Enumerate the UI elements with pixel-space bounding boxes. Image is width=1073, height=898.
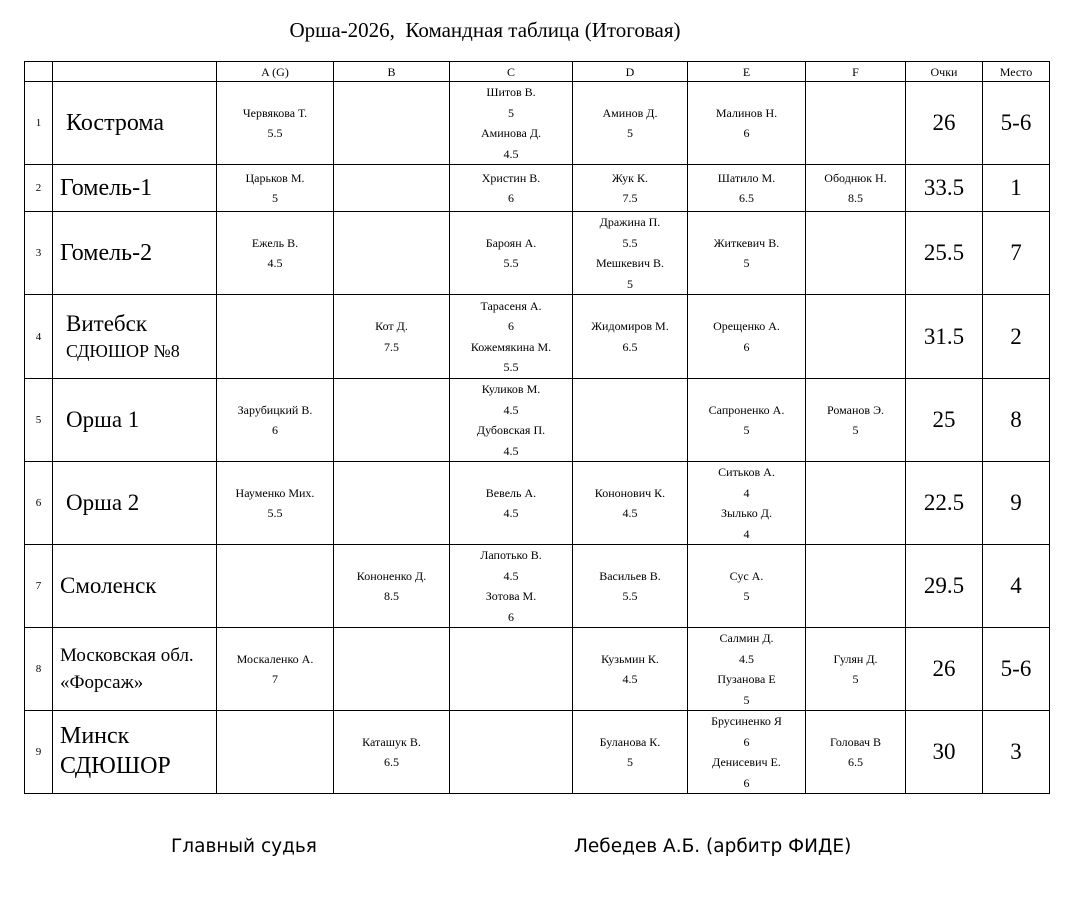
team-cell bbox=[53, 379, 217, 462]
row-number: 9 bbox=[25, 711, 53, 794]
board-cell-col-a bbox=[217, 212, 334, 295]
player-score: 4 bbox=[743, 485, 750, 500]
team-cell bbox=[53, 545, 217, 628]
board-cell-col-a bbox=[217, 82, 334, 165]
board-cell-col-e bbox=[688, 628, 806, 711]
player-score: 5 bbox=[743, 423, 750, 437]
team-points: 25 bbox=[906, 379, 983, 462]
team-name: Гомель-1 bbox=[60, 175, 153, 201]
board-cell-col-e bbox=[688, 212, 806, 295]
player-name: Ободнюк Н. bbox=[824, 170, 887, 185]
team-points: 22.5 bbox=[906, 462, 983, 545]
row-number: 8 bbox=[25, 628, 53, 711]
player-name: Пузанова Е bbox=[717, 672, 776, 686]
board-cell-col-a bbox=[217, 462, 334, 545]
team-name: Орша 2 bbox=[66, 490, 140, 515]
team-points: 29.5 bbox=[906, 545, 983, 628]
player-name: Брусиненко Я bbox=[711, 714, 782, 728]
team-cell bbox=[53, 165, 217, 212]
player-score: 4.5 bbox=[622, 672, 638, 686]
board-cell-col-d bbox=[573, 295, 688, 379]
column-header bbox=[53, 62, 217, 82]
player-score: 7.5 bbox=[622, 191, 638, 205]
player-name: Лапотько В. bbox=[480, 548, 542, 562]
player-name: Гулян Д. bbox=[833, 651, 878, 666]
board-cell-col-d bbox=[573, 628, 688, 711]
team-cell bbox=[53, 295, 217, 379]
player-name: Кот Д. bbox=[375, 319, 408, 333]
player-score: 5 bbox=[743, 589, 750, 603]
player-name: Сус А. bbox=[729, 568, 764, 583]
board-cell-col-e bbox=[688, 462, 806, 545]
team-name: Гомель-2 bbox=[60, 240, 153, 266]
player-score: 5.5 bbox=[622, 235, 638, 250]
player-score: 4.5 bbox=[503, 443, 519, 458]
team-cell bbox=[53, 628, 217, 711]
player-name: Дубовская П. bbox=[476, 423, 546, 437]
board-cell-col-b bbox=[334, 545, 450, 628]
player-name: Бароян А. bbox=[485, 235, 537, 250]
row-number: 1 bbox=[25, 82, 53, 165]
chief-judge-name: Лебедев А.Б. (арбитр ФИДЕ) bbox=[574, 836, 852, 857]
player-score: 6 bbox=[743, 734, 750, 749]
board-cell-col-e bbox=[688, 545, 806, 628]
team-points: 31.5 bbox=[906, 295, 983, 379]
player-score: 6 bbox=[743, 339, 750, 354]
player-score: 4 bbox=[743, 526, 750, 541]
board-cell-col-c bbox=[450, 711, 573, 794]
column-header: F bbox=[806, 62, 906, 82]
board-cell-col-a bbox=[217, 295, 334, 379]
player-score: 4.5 bbox=[503, 506, 519, 520]
player-score: 5 bbox=[627, 126, 633, 140]
team-place: 1 bbox=[983, 165, 1050, 212]
player-name: Зылько Д. bbox=[721, 506, 772, 520]
board-cell-col-e bbox=[688, 165, 806, 212]
player-name: Червякова Т. bbox=[242, 105, 308, 120]
player-name: Кононович К. bbox=[594, 485, 666, 500]
table-row bbox=[25, 711, 1050, 794]
player-score: 5.5 bbox=[267, 506, 283, 520]
player-name: Куликов М. bbox=[481, 382, 541, 396]
board-cell-col-c bbox=[450, 462, 573, 545]
player-name: Кузьмин К. bbox=[601, 651, 659, 666]
board-cell-col-c bbox=[450, 545, 573, 628]
team-name: Кострома bbox=[66, 110, 165, 136]
board-cell-col-a bbox=[217, 379, 334, 462]
board-cell-col-a bbox=[217, 711, 334, 794]
player-score: 5.5 bbox=[622, 589, 638, 603]
board-cell-col-f bbox=[806, 82, 906, 165]
player-score: 4.5 bbox=[503, 568, 519, 583]
board-cell-col-f bbox=[806, 165, 906, 212]
player-name: Жук К. bbox=[612, 170, 648, 185]
team-cell bbox=[53, 711, 217, 794]
column-header: Место bbox=[983, 62, 1050, 82]
player-name: Каташук В. bbox=[362, 734, 421, 749]
team-points: 26 bbox=[906, 82, 983, 165]
team-points: 26 bbox=[906, 628, 983, 711]
header-row bbox=[25, 62, 1050, 82]
board-cell-col-f bbox=[806, 628, 906, 711]
player-name: Христин В. bbox=[481, 170, 541, 185]
table-row bbox=[25, 165, 1050, 212]
player-name: Шатило М. bbox=[717, 170, 776, 185]
player-score: 5 bbox=[508, 105, 514, 120]
player-score: 4.5 bbox=[622, 506, 638, 520]
team-place: 7 bbox=[983, 212, 1050, 295]
board-cell-col-b bbox=[334, 212, 450, 295]
board-cell-col-d bbox=[573, 165, 688, 212]
player-score: 5.5 bbox=[267, 126, 283, 140]
team-place: 3 bbox=[983, 711, 1050, 794]
player-name: Аминов Д. bbox=[602, 105, 658, 120]
team-points: 25.5 bbox=[906, 212, 983, 295]
board-cell-col-f bbox=[806, 545, 906, 628]
player-name: Зарубицкий В. bbox=[237, 402, 313, 417]
player-name: Сапроненко А. bbox=[708, 402, 785, 417]
player-score: 7.5 bbox=[384, 339, 399, 354]
board-cell-col-e bbox=[688, 711, 806, 794]
table-row bbox=[25, 82, 1050, 165]
team-points: 33.5 bbox=[906, 165, 983, 212]
column-header: C bbox=[450, 62, 573, 82]
board-cell-col-f bbox=[806, 462, 906, 545]
table-row bbox=[25, 379, 1050, 462]
player-score: 6 bbox=[508, 319, 514, 333]
player-score: 8.5 bbox=[384, 589, 399, 603]
team-place: 4 bbox=[983, 545, 1050, 628]
board-cell-col-b bbox=[334, 82, 450, 165]
player-name: Царьков М. bbox=[245, 170, 305, 185]
board-cell-col-f bbox=[806, 295, 906, 379]
team-place: 5-6 bbox=[983, 628, 1050, 711]
team-points: 30 bbox=[906, 711, 983, 794]
column-header: A (G) bbox=[217, 62, 334, 82]
team-standings-table bbox=[24, 61, 1050, 794]
player-score: 6.5 bbox=[622, 339, 638, 354]
team-subtitle: «Форсаж» bbox=[60, 672, 144, 693]
board-cell-col-d bbox=[573, 462, 688, 545]
player-score: 8.5 bbox=[848, 191, 863, 205]
player-name: Зотова М. bbox=[485, 589, 537, 603]
board-cell-col-a bbox=[217, 165, 334, 212]
player-score: 6 bbox=[743, 126, 750, 140]
player-score: 5 bbox=[852, 672, 859, 686]
table-row bbox=[25, 545, 1050, 628]
board-cell-col-b bbox=[334, 628, 450, 711]
team-place: 5-6 bbox=[983, 82, 1050, 165]
player-name: Жидомиров М. bbox=[591, 319, 669, 333]
team-place: 2 bbox=[983, 295, 1050, 379]
team-place: 9 bbox=[983, 462, 1050, 545]
column-header: B bbox=[334, 62, 450, 82]
player-name: Буланова К. bbox=[599, 734, 661, 749]
team-name: Витебск bbox=[66, 310, 147, 336]
player-score: 5 bbox=[743, 256, 750, 270]
board-cell-col-e bbox=[688, 379, 806, 462]
player-score: 4.5 bbox=[267, 256, 283, 270]
player-score: 5 bbox=[627, 755, 633, 769]
player-name: Мешкевич В. bbox=[595, 256, 665, 270]
row-number: 7 bbox=[25, 545, 53, 628]
player-score: 4.5 bbox=[503, 402, 519, 417]
player-name: Вевель А. bbox=[485, 485, 537, 500]
board-cell-col-e bbox=[688, 295, 806, 379]
player-score: 5 bbox=[852, 423, 859, 437]
board-cell-col-a bbox=[217, 628, 334, 711]
player-score: 7 bbox=[272, 672, 278, 686]
team-name: Смоленск bbox=[60, 573, 157, 598]
player-name: Ежель В. bbox=[251, 235, 299, 250]
row-number: 5 bbox=[25, 379, 53, 462]
player-score: 5.5 bbox=[503, 360, 519, 374]
player-name: Салмин Д. bbox=[719, 631, 774, 645]
board-cell-col-b bbox=[334, 462, 450, 545]
table-row bbox=[25, 628, 1050, 711]
player-name: Головач В bbox=[829, 734, 882, 749]
board-cell-col-c bbox=[450, 82, 573, 165]
board-cell-col-c bbox=[450, 628, 573, 711]
board-cell-col-c bbox=[450, 295, 573, 379]
board-cell-col-f bbox=[806, 212, 906, 295]
board-cell-col-c bbox=[450, 165, 573, 212]
column-header: Очки bbox=[906, 62, 983, 82]
team-subtitle: СДЮШОР №8 bbox=[66, 340, 180, 361]
team-name: Орша 1 bbox=[66, 407, 140, 432]
chief-judge-label: Главный судья bbox=[171, 836, 317, 857]
board-cell-col-f bbox=[806, 379, 906, 462]
board-cell-col-e bbox=[688, 82, 806, 165]
player-name: Аминова Д. bbox=[480, 126, 542, 140]
column-header: E bbox=[688, 62, 806, 82]
board-cell-col-d bbox=[573, 82, 688, 165]
player-name: Дражина П. bbox=[599, 215, 661, 229]
board-cell-col-c bbox=[450, 379, 573, 462]
player-score: 6 bbox=[743, 775, 750, 790]
player-score: 5 bbox=[272, 191, 278, 205]
player-name: Денисевич Е. bbox=[712, 755, 781, 769]
player-name: Васильев В. bbox=[599, 568, 661, 583]
player-score: 4.5 bbox=[739, 651, 754, 666]
row-number: 6 bbox=[25, 462, 53, 545]
board-cell-col-d bbox=[573, 711, 688, 794]
player-score: 6.5 bbox=[384, 755, 399, 769]
player-score: 6 bbox=[272, 423, 278, 437]
column-header bbox=[25, 62, 53, 82]
player-name: Москаленко А. bbox=[236, 651, 314, 666]
column-header: D bbox=[573, 62, 688, 82]
row-number: 3 bbox=[25, 212, 53, 295]
player-name: Тарасеня А. bbox=[480, 298, 542, 313]
board-cell-col-b bbox=[334, 165, 450, 212]
team-place: 8 bbox=[983, 379, 1050, 462]
player-name: Кожемякина М. bbox=[470, 339, 552, 354]
player-name: Кононенко Д. bbox=[356, 568, 427, 583]
board-cell-col-f bbox=[806, 711, 906, 794]
board-cell-col-d bbox=[573, 379, 688, 462]
player-score: 5 bbox=[627, 276, 633, 291]
player-score: 5 bbox=[743, 692, 750, 707]
board-cell-col-b bbox=[334, 295, 450, 379]
player-name: Орещенко А. bbox=[713, 319, 780, 333]
player-name: Ситьков А. bbox=[718, 465, 775, 479]
board-cell-col-c bbox=[450, 212, 573, 295]
table-row bbox=[25, 462, 1050, 545]
table-row bbox=[25, 295, 1050, 379]
board-cell-col-b bbox=[334, 379, 450, 462]
player-name: Романов Э. bbox=[827, 402, 884, 417]
team-name: Московская обл. bbox=[60, 645, 194, 666]
player-name: Житкевич В. bbox=[713, 235, 780, 250]
page-title: Орша-2026, Командная таблица (Итоговая) bbox=[289, 18, 681, 42]
player-score: 6.5 bbox=[739, 191, 754, 205]
team-cell bbox=[53, 212, 217, 295]
board-cell-col-a bbox=[217, 545, 334, 628]
row-number: 2 bbox=[25, 165, 53, 212]
player-name: Науменко Мих. bbox=[235, 485, 315, 500]
team-cell bbox=[53, 82, 217, 165]
player-score: 4.5 bbox=[503, 146, 519, 161]
player-name: Малинов Н. bbox=[715, 105, 778, 120]
player-name: Шитов В. bbox=[486, 85, 536, 99]
player-score: 6 bbox=[508, 191, 514, 205]
player-score: 6.5 bbox=[848, 755, 863, 769]
team-name: Минск bbox=[60, 723, 130, 749]
team-cell bbox=[53, 462, 217, 545]
row-number: 4 bbox=[25, 295, 53, 379]
board-cell-col-d bbox=[573, 545, 688, 628]
team-subtitle: СДЮШОР bbox=[60, 753, 171, 779]
table-row bbox=[25, 212, 1050, 295]
player-score: 6 bbox=[508, 609, 514, 624]
player-score: 5.5 bbox=[503, 256, 519, 270]
board-cell-col-b bbox=[334, 711, 450, 794]
board-cell-col-d bbox=[573, 212, 688, 295]
